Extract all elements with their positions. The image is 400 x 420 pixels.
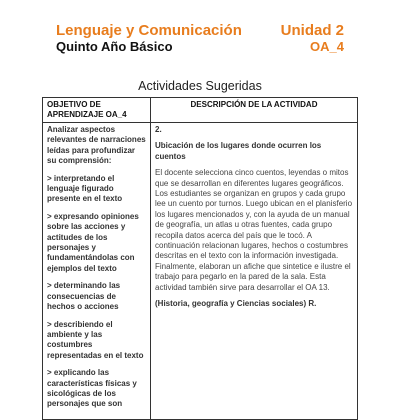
description-column-header: DESCRIPCIÓN DE LA ACTIVIDAD <box>151 98 358 123</box>
grade-level: Quinto Año Básico <box>56 39 173 54</box>
activity-description: El docente selecciona cinco cuentos, leyendas o mitos que se desarrollan en diferentes lugares geográficos. Los estudiantes se organizan en grupos y cada grupo lee un cuento por turnos. Luego ubican en el planisferio los lugares mencionados y, con la ayuda de un manual de geografía, un atlas u otras fuentes, cada grupo recopila datos acerca del país que le tocó. A continuación relacionan lugares, hechos o costumbres descritas en el texto con la información investigada. Finalmente, elaboran un afiche que sintetice e ilustre el trabajo para pegarlo en la pared de la sala. Esta actividad también sirve para desarrollar el OA 13. <box>155 168 353 292</box>
activities-table <box>42 97 358 420</box>
objectives-cell <box>43 123 151 420</box>
objective-item: > determinando las consecuencias de hechos o acciones <box>47 281 121 312</box>
activity-title: Ubicación de los lugares donde ocurren los cuentos <box>155 141 322 161</box>
objective-item: > describiendo el ambiente y las costumbres representadas en el texto <box>47 319 144 360</box>
objective-column-header: OBJETIVO DE APRENDIZAJE OA_4 <box>43 98 151 123</box>
objective-item: > interpretando el lenguaje figurado presente en el texto <box>47 173 123 204</box>
activity-number: 2. <box>155 125 162 134</box>
objective-intro: Analizar aspectos relevantes de narraciones leídas para profundizar su comprensión: <box>47 125 146 166</box>
activity-subjects: (Historia, geografía y Ciencias sociales) R. <box>155 299 317 309</box>
table-header-row <box>43 98 358 123</box>
section-title: Actividades Sugeridas <box>138 79 262 93</box>
activity-cell <box>151 123 358 420</box>
subject-title: Lenguaje y Comunicación <box>56 22 242 39</box>
table-row <box>43 123 358 420</box>
objective-item: > explicando las características físicas y sicológicas de los personajes que son <box>47 368 137 409</box>
unit-label: Unidad 2 <box>280 22 344 39</box>
objective-code: OA_4 <box>310 39 344 54</box>
objective-item: > expresando opiniones sobre las acciones y actitudes de los personajes y fundamentándolas con ejemplos del texto <box>47 211 139 273</box>
